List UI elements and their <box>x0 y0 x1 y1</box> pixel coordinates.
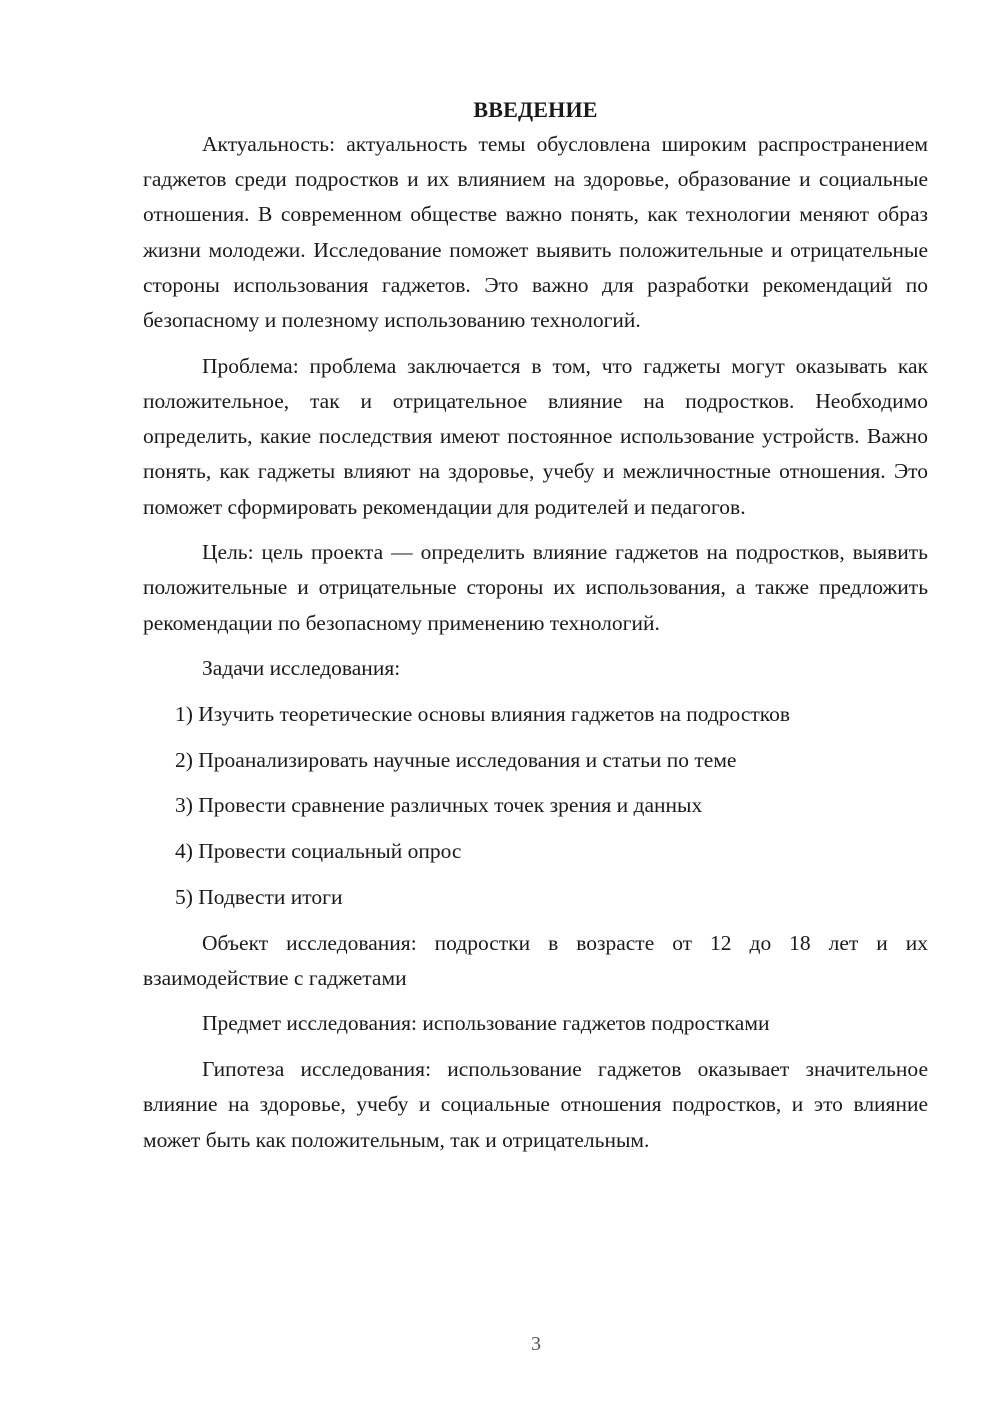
task-item: 4) Провести социальный опрос <box>175 839 462 864</box>
page-number: 3 <box>531 1333 541 1355</box>
tasks-list <box>143 697 928 915</box>
tasks-heading: Задачи исследования: <box>202 656 401 681</box>
task-item: 1) Изучить теоретические основы влияния гаджетов на подростков <box>175 702 791 727</box>
subject-paragraph: Предмет исследования: использование гаджетов подростками <box>202 1011 770 1036</box>
relevance-paragraph: Актуальность: актуальность темы обусловлена широким распространением гаджетов среди подростков и их влиянием на здоровье, образование и социальные отношения. В современном обществе важно понять, как технологии меняют образ жизни молодежи. Исследование поможет выявить положительные и отрицательные стороны использования гаджетов. Это важно для разработки рекомендаций по безопасному и полезному использованию технологий. <box>143 132 928 333</box>
problem-paragraph: Проблема: проблема заключается в том, что гаджеты могут оказывать как положительное, так и отрицательное влияние на подростков. Необходимо определить, какие последствия имеют постоянное использование устройств. Важно понять, как гаджеты влияют на здоровье, учебу и межличностные отношения. Это поможет сформировать рекомендации для родителей и педагогов. <box>143 353 928 519</box>
document-page <box>143 92 928 1168</box>
task-item: 2) Проанализировать научные исследования и статьи по теме <box>175 747 737 772</box>
task-item: 5) Подвести итоги <box>175 884 343 909</box>
hypothesis-paragraph: Гипотеза исследования: использование гаджетов оказывает значительное влияние на здоровье, учебу и социальные отношения подростков, и это влияние может быть как положительным, так и отрицательным. <box>143 1057 928 1152</box>
section-title: ВВЕДЕНИЕ <box>473 97 598 122</box>
goal-paragraph: Цель: цель проекта — определить влияние гаджетов на подростков, выявить положительные и отрицательные стороны их использования, а также предложить рекомендации по безопасному применению технологий. <box>143 540 928 635</box>
object-paragraph: Объект исследования: подростки в возрасте от 12 до 18 лет и их взаимодействие с гаджетами <box>143 930 928 990</box>
task-item: 3) Провести сравнение различных точек зрения и данных <box>175 793 703 818</box>
